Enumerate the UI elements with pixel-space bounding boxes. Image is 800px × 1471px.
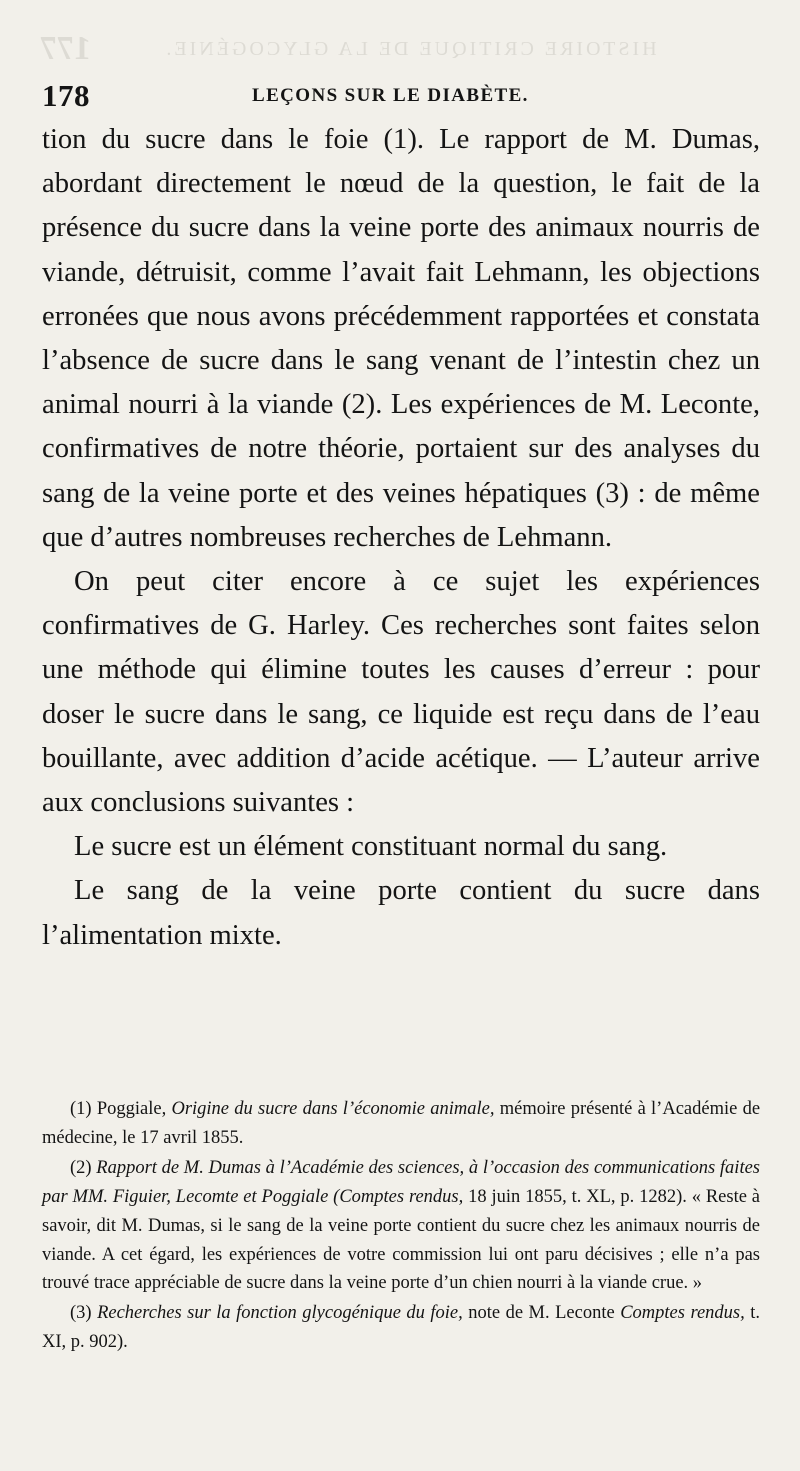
running-title: LEÇONS SUR LE DIABÈTE. [252, 85, 529, 106]
footnote-journal: (Comptes rendus, [333, 1186, 464, 1207]
body-text [42, 118, 760, 958]
footnote-title: Rapport de M. Dumas à l’Académie des sciences, à l’occasion des communications faites par MM. Figuier, Lecomte et Poggiale [42, 1157, 760, 1207]
footnote-2 [42, 1154, 760, 1299]
footnote-mark: (2) [70, 1157, 92, 1178]
footnotes [42, 1095, 760, 1358]
footnote-mark: (1) [70, 1099, 92, 1119]
paragraph-1: tion du sucre dans le foie (1). Le rapport de M. Dumas, abordant directement le nœud de la question, le fait de la présence du sucre dans la veine porte des animaux nourris de viande, détruisit, comme l’avait fait Lehmann, les objections erronées que nous avons précédemment rapportées et constata l’absence de sucre dans le sang venant de l’intestin chez un animal nourri à la viande (2). Les expériences de M. Leconte, confirmatives de notre théorie, portaient sur des analyses du sang de la veine porte et des veines hépatiques (3) : de même que d’autres nombreuses recherches de Lehmann. [42, 124, 760, 553]
footnote-author: Poggiale, [96, 1099, 167, 1119]
footnote-mark: (3) [70, 1303, 92, 1324]
paragraph-4: Le sang de la veine porte contient du sucre dans l’alimentation mixte. [42, 875, 760, 951]
footnote-rest-2: t. XI, p. 902). [42, 1303, 761, 1353]
footnote-rest: note de M. Leconte [468, 1303, 615, 1324]
paragraph-2: On peut citer encore à ce sujet les expériences confirmatives de G. Harley. Ces recherches sont faites selon une méthode qui élimine toutes les causes d’erreur : pour doser le sucre dans le sang, ce liquide est reçu dans de l’eau bouillante, avec addition d’acide acétique. — L’auteur arrive aux conclusions suivantes : [42, 566, 760, 819]
page [42, 78, 760, 958]
bleed-page-number: 177 [40, 30, 91, 67]
bleed-running-title: HISTOIRE CRITIQUE DE LA GLYCOGÉNIE. [163, 38, 657, 60]
paragraph-3: Le sucre est un élément constituant normal du sang. [74, 831, 668, 863]
running-head [42, 78, 760, 118]
footnote-rest: 18 juin 1855, t. XL, p. 1282). « Reste à savoir, dit M. Dumas, si le sang de la veine porte contient du sucre chez les animaux nourris de viande. A cet égard, les expériences de votre commission lui ont paru décisives ; elle n’a pas trouvé trace appréciable de sucre dans la veine porte d’un chien nourri à la viande crue. » [42, 1186, 760, 1294]
footnote-title: Origine du sucre dans l’économie animale, [171, 1099, 495, 1119]
footnote-title: Recherches sur la fonction glycogénique du foie, [97, 1303, 463, 1324]
footnote-journal: Comptes rendus, [620, 1303, 745, 1324]
footnote-3 [42, 1299, 760, 1357]
page-number: 178 [42, 78, 90, 113]
footnote-rest: mémoire présenté à l’Académie de médecine, le 17 avril 1855. [42, 1099, 761, 1148]
footnote-1 [42, 1095, 760, 1153]
